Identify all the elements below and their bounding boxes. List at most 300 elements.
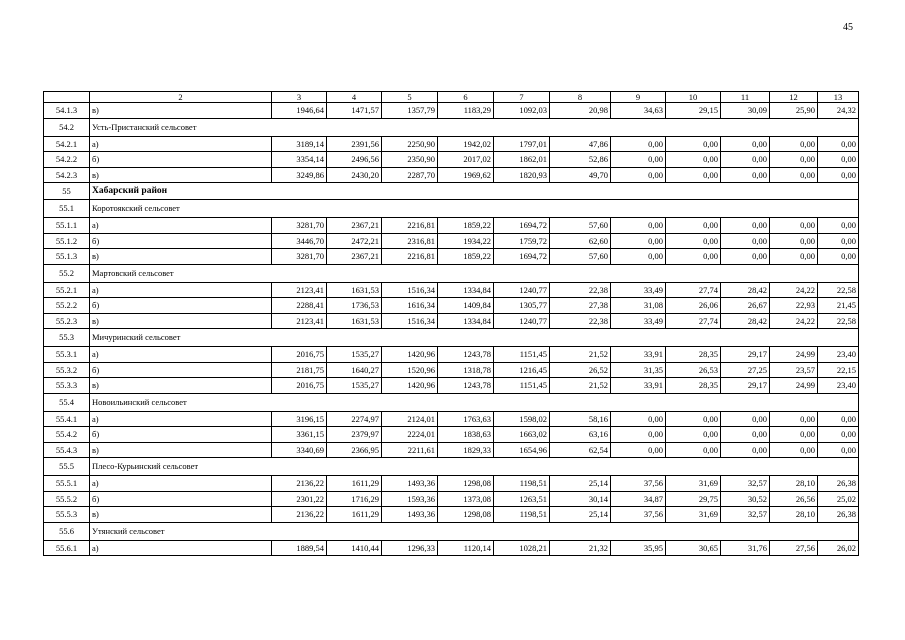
value-cell: 1334,84 <box>438 282 494 298</box>
value-cell: 29,17 <box>721 347 770 363</box>
value-cell: 29,75 <box>666 491 721 507</box>
value-cell: 31,69 <box>666 476 721 492</box>
row-label: в) <box>90 313 272 329</box>
value-cell: 2350,90 <box>382 152 438 168</box>
value-cell: 2288,41 <box>272 298 327 314</box>
value-cell: 0,00 <box>611 136 666 152</box>
value-cell: 58,16 <box>550 411 611 427</box>
column-header: 6 <box>438 92 494 103</box>
value-cell: 22,93 <box>770 298 818 314</box>
row-code: 54.2.1 <box>44 136 90 152</box>
value-cell: 1694,72 <box>494 218 550 234</box>
value-cell: 1296,33 <box>382 540 438 556</box>
value-cell: 0,00 <box>818 167 859 183</box>
value-cell: 34,63 <box>611 103 666 119</box>
value-cell: 28,10 <box>770 476 818 492</box>
value-cell: 1151,45 <box>494 347 550 363</box>
row-label: а) <box>90 540 272 556</box>
value-cell: 21,52 <box>550 378 611 394</box>
table-row <box>44 218 859 234</box>
table-row <box>44 476 859 492</box>
value-cell: 0,00 <box>770 442 818 458</box>
row-label: а) <box>90 347 272 363</box>
value-cell: 22,15 <box>818 362 859 378</box>
value-cell: 26,38 <box>818 507 859 523</box>
value-cell: 1334,84 <box>438 313 494 329</box>
value-cell: 25,14 <box>550 476 611 492</box>
value-cell: 2472,21 <box>327 233 382 249</box>
value-cell: 0,00 <box>721 233 770 249</box>
value-cell: 0,00 <box>770 233 818 249</box>
value-cell: 2123,41 <box>272 313 327 329</box>
table-row <box>44 298 859 314</box>
value-cell: 1420,96 <box>382 378 438 394</box>
value-cell: 1151,45 <box>494 378 550 394</box>
value-cell: 3281,70 <box>272 249 327 265</box>
value-cell: 30,14 <box>550 491 611 507</box>
value-cell: 1654,96 <box>494 442 550 458</box>
table-row <box>44 313 859 329</box>
column-header: 2 <box>90 92 272 103</box>
row-code: 55.1.1 <box>44 218 90 234</box>
value-cell: 2016,75 <box>272 347 327 363</box>
row-label: а) <box>90 411 272 427</box>
value-cell: 0,00 <box>818 152 859 168</box>
value-cell: 52,86 <box>550 152 611 168</box>
value-cell: 0,00 <box>770 167 818 183</box>
value-cell: 29,17 <box>721 378 770 394</box>
value-cell: 3196,15 <box>272 411 327 427</box>
page-number: 45 <box>843 22 853 33</box>
row-label: б) <box>90 427 272 443</box>
value-cell: 0,00 <box>818 218 859 234</box>
value-cell: 1631,53 <box>327 282 382 298</box>
value-cell: 63,16 <box>550 427 611 443</box>
value-cell: 1516,34 <box>382 282 438 298</box>
value-cell: 57,60 <box>550 249 611 265</box>
value-cell: 1859,22 <box>438 249 494 265</box>
value-cell: 2211,61 <box>382 442 438 458</box>
value-cell: 0,00 <box>818 136 859 152</box>
value-cell: 25,90 <box>770 103 818 119</box>
value-cell: 26,38 <box>818 476 859 492</box>
value-cell: 24,32 <box>818 103 859 119</box>
value-cell: 1611,29 <box>327 507 382 523</box>
value-cell: 26,53 <box>666 362 721 378</box>
value-cell: 20,98 <box>550 103 611 119</box>
value-cell: 1598,02 <box>494 411 550 427</box>
column-header: 3 <box>272 92 327 103</box>
value-cell: 1373,08 <box>438 491 494 507</box>
row-code: 55.6.1 <box>44 540 90 556</box>
value-cell: 0,00 <box>666 411 721 427</box>
value-cell: 27,74 <box>666 282 721 298</box>
value-cell: 24,22 <box>770 313 818 329</box>
value-cell: 1216,45 <box>494 362 550 378</box>
row-code: 55.5.2 <box>44 491 90 507</box>
table-row <box>44 282 859 298</box>
value-cell: 21,45 <box>818 298 859 314</box>
row-code: 55.3.1 <box>44 347 90 363</box>
value-cell: 26,67 <box>721 298 770 314</box>
value-cell: 0,00 <box>666 233 721 249</box>
row-label: в) <box>90 249 272 265</box>
value-cell: 1820,93 <box>494 167 550 183</box>
value-cell: 22,58 <box>818 313 859 329</box>
column-header: 4 <box>327 92 382 103</box>
section-header-row <box>44 393 859 411</box>
value-cell: 0,00 <box>666 442 721 458</box>
column-header: 5 <box>382 92 438 103</box>
row-code: 54.1.3 <box>44 103 90 119</box>
row-label: б) <box>90 298 272 314</box>
value-cell: 1535,27 <box>327 378 382 394</box>
column-header <box>44 92 90 103</box>
value-cell: 0,00 <box>611 233 666 249</box>
value-cell: 28,10 <box>770 507 818 523</box>
value-cell: 0,00 <box>818 233 859 249</box>
table-row <box>44 136 859 152</box>
value-cell: 27,74 <box>666 313 721 329</box>
value-cell: 28,42 <box>721 282 770 298</box>
row-label: б) <box>90 233 272 249</box>
value-cell: 28,42 <box>721 313 770 329</box>
value-cell: 0,00 <box>611 249 666 265</box>
row-code: 55.3.2 <box>44 362 90 378</box>
value-cell: 0,00 <box>818 411 859 427</box>
value-cell: 37,56 <box>611 507 666 523</box>
value-cell: 1240,77 <box>494 313 550 329</box>
value-cell: 26,56 <box>770 491 818 507</box>
table-header-row <box>44 92 859 103</box>
value-cell: 1357,79 <box>382 103 438 119</box>
value-cell: 0,00 <box>611 442 666 458</box>
value-cell: 0,00 <box>666 218 721 234</box>
table-row <box>44 442 859 458</box>
row-label: б) <box>90 362 272 378</box>
row-label: а) <box>90 476 272 492</box>
value-cell: 1120,14 <box>438 540 494 556</box>
value-cell: 26,06 <box>666 298 721 314</box>
value-cell: 33,91 <box>611 378 666 394</box>
value-cell: 1797,01 <box>494 136 550 152</box>
row-code: 55.2.2 <box>44 298 90 314</box>
section-title: Коротоякский сельсовет <box>90 200 859 218</box>
value-cell: 1471,57 <box>327 103 382 119</box>
column-header: 10 <box>666 92 721 103</box>
value-cell: 2287,70 <box>382 167 438 183</box>
value-cell: 1183,29 <box>438 103 494 119</box>
section-code: 55 <box>44 183 90 200</box>
value-cell: 2366,95 <box>327 442 382 458</box>
value-cell: 1716,29 <box>327 491 382 507</box>
value-cell: 2496,56 <box>327 152 382 168</box>
value-cell: 2124,01 <box>382 411 438 427</box>
value-cell: 3446,70 <box>272 233 327 249</box>
value-cell: 2301,22 <box>272 491 327 507</box>
value-cell: 0,00 <box>721 411 770 427</box>
section-title: Усть-Пристанский сельсовет <box>90 118 859 136</box>
table-row <box>44 427 859 443</box>
value-cell: 1318,78 <box>438 362 494 378</box>
row-code: 55.2.1 <box>44 282 90 298</box>
value-cell: 33,91 <box>611 347 666 363</box>
value-cell: 30,09 <box>721 103 770 119</box>
tariff-table <box>43 91 859 556</box>
value-cell: 0,00 <box>818 442 859 458</box>
value-cell: 27,56 <box>770 540 818 556</box>
value-cell: 1516,34 <box>382 313 438 329</box>
value-cell: 31,76 <box>721 540 770 556</box>
value-cell: 1934,22 <box>438 233 494 249</box>
value-cell: 2016,75 <box>272 378 327 394</box>
value-cell: 1410,44 <box>327 540 382 556</box>
value-cell: 57,60 <box>550 218 611 234</box>
value-cell: 1640,27 <box>327 362 382 378</box>
value-cell: 2123,41 <box>272 282 327 298</box>
value-cell: 3249,86 <box>272 167 327 183</box>
value-cell: 35,95 <box>611 540 666 556</box>
value-cell: 1611,29 <box>327 476 382 492</box>
value-cell: 0,00 <box>721 152 770 168</box>
value-cell: 1243,78 <box>438 347 494 363</box>
value-cell: 33,49 <box>611 313 666 329</box>
value-cell: 2216,81 <box>382 218 438 234</box>
district-header-row <box>44 183 859 200</box>
value-cell: 3354,14 <box>272 152 327 168</box>
value-cell: 1420,96 <box>382 347 438 363</box>
value-cell: 1942,02 <box>438 136 494 152</box>
value-cell: 2136,22 <box>272 476 327 492</box>
table-row <box>44 411 859 427</box>
column-header: 11 <box>721 92 770 103</box>
value-cell: 23,40 <box>818 347 859 363</box>
value-cell: 0,00 <box>666 167 721 183</box>
value-cell: 0,00 <box>818 427 859 443</box>
value-cell: 1763,63 <box>438 411 494 427</box>
value-cell: 21,52 <box>550 347 611 363</box>
value-cell: 30,52 <box>721 491 770 507</box>
value-cell: 1631,53 <box>327 313 382 329</box>
section-code: 54.2 <box>44 118 90 136</box>
section-code: 55.4 <box>44 393 90 411</box>
value-cell: 1305,77 <box>494 298 550 314</box>
value-cell: 3340,69 <box>272 442 327 458</box>
value-cell: 1520,96 <box>382 362 438 378</box>
table-row <box>44 233 859 249</box>
value-cell: 2367,21 <box>327 218 382 234</box>
value-cell: 26,52 <box>550 362 611 378</box>
value-cell: 25,14 <box>550 507 611 523</box>
row-label: а) <box>90 218 272 234</box>
value-cell: 1092,03 <box>494 103 550 119</box>
value-cell: 1946,64 <box>272 103 327 119</box>
value-cell: 0,00 <box>611 218 666 234</box>
value-cell: 0,00 <box>721 427 770 443</box>
value-cell: 0,00 <box>721 249 770 265</box>
value-cell: 33,49 <box>611 282 666 298</box>
value-cell: 30,65 <box>666 540 721 556</box>
value-cell: 25,02 <box>818 491 859 507</box>
column-header: 13 <box>818 92 859 103</box>
value-cell: 0,00 <box>666 427 721 443</box>
section-header-row <box>44 329 859 347</box>
row-label: в) <box>90 103 272 119</box>
row-label: б) <box>90 491 272 507</box>
value-cell: 0,00 <box>721 442 770 458</box>
value-cell: 0,00 <box>770 218 818 234</box>
column-header: 12 <box>770 92 818 103</box>
value-cell: 23,40 <box>818 378 859 394</box>
value-cell: 24,22 <box>770 282 818 298</box>
row-label: в) <box>90 378 272 394</box>
value-cell: 2391,56 <box>327 136 382 152</box>
value-cell: 31,08 <box>611 298 666 314</box>
section-title: Утянский сельсовет <box>90 522 859 540</box>
value-cell: 34,87 <box>611 491 666 507</box>
value-cell: 1759,72 <box>494 233 550 249</box>
value-cell: 2181,75 <box>272 362 327 378</box>
section-code: 55.3 <box>44 329 90 347</box>
value-cell: 1862,01 <box>494 152 550 168</box>
value-cell: 0,00 <box>611 152 666 168</box>
value-cell: 24,99 <box>770 378 818 394</box>
section-header-row <box>44 458 859 476</box>
value-cell: 1298,08 <box>438 507 494 523</box>
table-row <box>44 540 859 556</box>
value-cell: 1493,36 <box>382 507 438 523</box>
value-cell: 0,00 <box>770 136 818 152</box>
value-cell: 2224,01 <box>382 427 438 443</box>
value-cell: 27,25 <box>721 362 770 378</box>
value-cell: 0,00 <box>611 427 666 443</box>
section-title: Новоильинский сельсовет <box>90 393 859 411</box>
row-label: в) <box>90 507 272 523</box>
row-code: 55.2.3 <box>44 313 90 329</box>
value-cell: 0,00 <box>666 152 721 168</box>
value-cell: 0,00 <box>770 249 818 265</box>
value-cell: 3281,70 <box>272 218 327 234</box>
row-code: 55.1.3 <box>44 249 90 265</box>
section-title: Мичуринский сельсовет <box>90 329 859 347</box>
value-cell: 1663,02 <box>494 427 550 443</box>
table-row <box>44 362 859 378</box>
value-cell: 32,57 <box>721 507 770 523</box>
value-cell: 2017,02 <box>438 152 494 168</box>
row-code: 54.2.2 <box>44 152 90 168</box>
value-cell: 22,38 <box>550 282 611 298</box>
column-header: 7 <box>494 92 550 103</box>
value-cell: 1694,72 <box>494 249 550 265</box>
section-header-row <box>44 522 859 540</box>
value-cell: 62,60 <box>550 233 611 249</box>
value-cell: 26,02 <box>818 540 859 556</box>
section-title: Плесо-Курьинский сельсовет <box>90 458 859 476</box>
value-cell: 1736,53 <box>327 298 382 314</box>
value-cell: 1028,21 <box>494 540 550 556</box>
value-cell: 1198,51 <box>494 507 550 523</box>
value-cell: 62,54 <box>550 442 611 458</box>
value-cell: 1838,63 <box>438 427 494 443</box>
value-cell: 1593,36 <box>382 491 438 507</box>
value-cell: 0,00 <box>770 152 818 168</box>
value-cell: 1535,27 <box>327 347 382 363</box>
value-cell: 1243,78 <box>438 378 494 394</box>
value-cell: 32,57 <box>721 476 770 492</box>
value-cell: 1409,84 <box>438 298 494 314</box>
table-row <box>44 249 859 265</box>
value-cell: 0,00 <box>770 411 818 427</box>
value-cell: 2367,21 <box>327 249 382 265</box>
value-cell: 0,00 <box>721 136 770 152</box>
value-cell: 0,00 <box>721 167 770 183</box>
column-header: 9 <box>611 92 666 103</box>
row-label: а) <box>90 136 272 152</box>
section-code: 55.6 <box>44 522 90 540</box>
value-cell: 2136,22 <box>272 507 327 523</box>
section-title: Мартовский сельсовет <box>90 264 859 282</box>
section-code: 55.1 <box>44 200 90 218</box>
value-cell: 0,00 <box>611 167 666 183</box>
value-cell: 2216,81 <box>382 249 438 265</box>
value-cell: 3189,14 <box>272 136 327 152</box>
row-code: 55.3.3 <box>44 378 90 394</box>
section-code: 55.5 <box>44 458 90 476</box>
value-cell: 37,56 <box>611 476 666 492</box>
value-cell: 0,00 <box>818 249 859 265</box>
value-cell: 27,38 <box>550 298 611 314</box>
row-label: б) <box>90 152 272 168</box>
row-label: в) <box>90 167 272 183</box>
value-cell: 2430,20 <box>327 167 382 183</box>
row-code: 55.1.2 <box>44 233 90 249</box>
value-cell: 22,38 <box>550 313 611 329</box>
value-cell: 1889,54 <box>272 540 327 556</box>
value-cell: 28,35 <box>666 347 721 363</box>
value-cell: 22,58 <box>818 282 859 298</box>
value-cell: 21,32 <box>550 540 611 556</box>
value-cell: 3361,15 <box>272 427 327 443</box>
table-row <box>44 347 859 363</box>
row-code: 55.5.3 <box>44 507 90 523</box>
table-row <box>44 167 859 183</box>
row-code: 55.5.1 <box>44 476 90 492</box>
row-label: в) <box>90 442 272 458</box>
section-code: 55.2 <box>44 264 90 282</box>
value-cell: 2316,81 <box>382 233 438 249</box>
value-cell: 1493,36 <box>382 476 438 492</box>
row-label: а) <box>90 282 272 298</box>
value-cell: 0,00 <box>666 136 721 152</box>
value-cell: 1263,51 <box>494 491 550 507</box>
value-cell: 24,99 <box>770 347 818 363</box>
table-row <box>44 491 859 507</box>
section-title: Хабарский район <box>90 183 859 200</box>
table-row <box>44 103 859 119</box>
value-cell: 1298,08 <box>438 476 494 492</box>
value-cell: 47,86 <box>550 136 611 152</box>
value-cell: 23,57 <box>770 362 818 378</box>
value-cell: 31,35 <box>611 362 666 378</box>
value-cell: 2274,97 <box>327 411 382 427</box>
value-cell: 28,35 <box>666 378 721 394</box>
value-cell: 0,00 <box>666 249 721 265</box>
value-cell: 1859,22 <box>438 218 494 234</box>
value-cell: 0,00 <box>721 218 770 234</box>
value-cell: 49,70 <box>550 167 611 183</box>
value-cell: 2250,90 <box>382 136 438 152</box>
section-header-row <box>44 200 859 218</box>
